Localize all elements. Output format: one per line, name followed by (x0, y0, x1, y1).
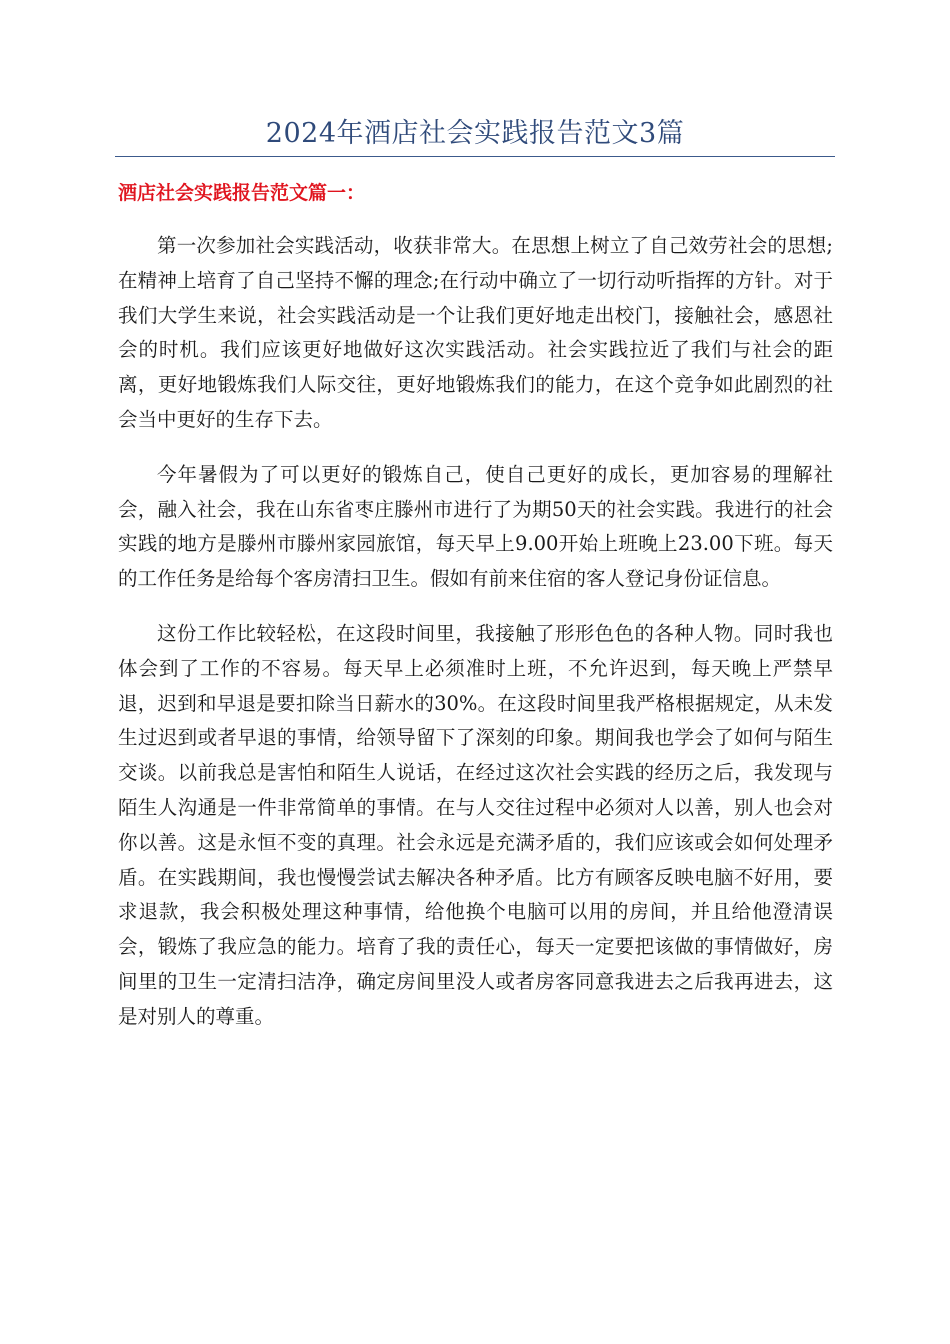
title-underline (115, 156, 835, 157)
paragraph-1: 第一次参加社会实践活动，收获非常大。在思想上树立了自己效劳社会的思想;在精神上培育了自己坚持不懈的理念;在行动中确立了一切行动听指挥的方针。对于我们大学生来说，社会实践活动是一个让我们更好地走出校门，接触社会，感恩社会的时机。我们应该更好地做好这次实践活动。社会实践拉近了我们与社会的距离，更好地锻炼我们人际交往，更好地锻炼我们的能力，在这个竞争如此剧烈的社会当中更好的生存下去。 (118, 234, 833, 431)
document-title: 2024年酒店社会实践报告范文3篇 (265, 118, 685, 149)
paragraph-3: 这份工作比较轻松，在这段时间里，我接触了形形色色的各种人物。同时我也体会到了工作的不容易。每天早上必须准时上班，不允许迟到，每天晚上严禁早退，迟到和早退是要扣除当日薪水的30%。在这段时间里我严格根据规定，从未发生过迟到或者早退的事情，给领导留下了深刻的印象。期间我也学会了如何与陌生交谈。以前我总是害怕和陌生人说话，在经过这次社会实践的经历之后，我发现与陌生人沟通是一件非常简单的事情。在与人交往过程中必须对人以善，别人也会对你以善。这是永恒不变的真理。社会永远是充满矛盾的，我们应该或会如何处理矛盾。在实践期间，我也慢慢尝试去解决各种矛盾。比方有顾客反映电脑不好用，要求退款，我会积极处理这种事情，给他换个电脑可以用的房间，并且给他澄清误会，锻炼了我应急的能力。培育了我的责任心，每天一定要把该做的事情做好，房间里的卫生一定清扫洁净，确定房间里没人或者房客同意我进去之后我再进去，这是对别人的尊重。 (118, 621, 833, 1028)
document-body (118, 229, 833, 1055)
paragraph-2: 今年暑假为了可以更好的锻炼自己，使自己更好的成长，更加容易的理解社会，融入社会，我在山东省枣庄滕州市进行了为期50天的社会实践。我进行的社会实践的地方是滕州市滕州家园旅馆，每天早上9.00开始上班晚上23.00下班。每天的工作任务是给每个客房清扫卫生。假如有前来住宿的客人登记身份证信息。 (118, 462, 833, 591)
section-heading: 酒店社会实践报告范文篇一： (118, 182, 366, 204)
